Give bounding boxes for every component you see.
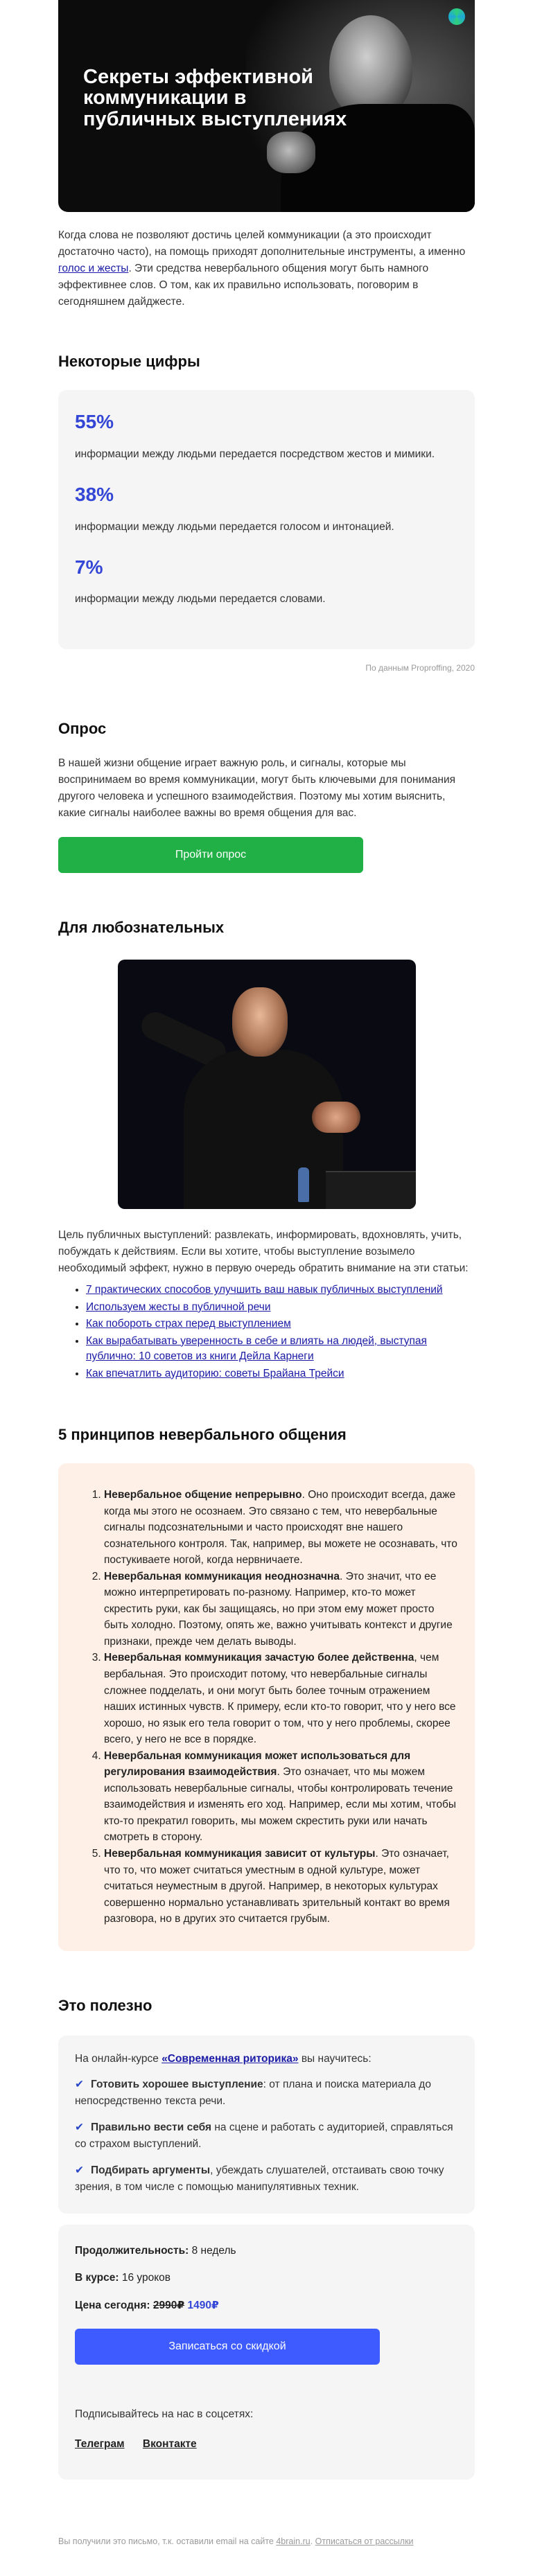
article-links-list: [58, 1282, 475, 1382]
brand-logo-icon: [448, 8, 465, 25]
hero-banner: [58, 0, 475, 212]
article-link[interactable]: 7 практических способов улучшить ваш навык публичных выступлений: [86, 1284, 443, 1296]
list-item: 2. Невербальная коммуникация неоднозначна. Это значит, что ее можно интерпретировать по-разному. Например, кто-то может скрестить руки, как бы защищаясь, но при этом ему может просто быть холодно. Поэтому, опять же, важно учитывать контекст и другие признаки, прежде чем делать выводы.: [104, 1569, 458, 1650]
list-item: 1. Невербальное общение непрерывно. Оно происходит всегда, даже когда мы этого не осознаем. Это связано с тем, что невербальные сигналы подсознательными и часто происходят вне нашего сознательного контроля. Так, например, вы можете не осознавать, что постукиваете ногой, когда нервничаете.: [104, 1487, 458, 1569]
stat-value: 7%: [75, 556, 103, 578]
take-poll-button[interactable]: Пройти опрос: [58, 837, 363, 873]
curious-text: Цель публичных выступлений: развлекать, информировать, вдохновлять, учить, побуждать к действиям. Если вы хотите, чтобы выступление возымело необходимый эффект, нужно в первую очередь обратить внимание на эти статьи:: [58, 1229, 469, 1275]
old-price: 2990₽: [152, 2299, 185, 2311]
course-lessons: В курсе: 16 уроков: [75, 2272, 171, 2284]
stats-source: По данным Proproffing, 2020: [365, 663, 475, 673]
course-price: Цена сегодня: 2990₽ 1490₽: [75, 2299, 219, 2311]
article-link[interactable]: Как вырабатывать уверенность в себе и влиять на людей, выступая публично: 10 советов из книги Дейла Карнеги: [86, 1334, 427, 1363]
list-item: [86, 1366, 475, 1382]
benefit-item: ✔ Правильно вести себя на сцене и работать с аудиторией, справляться со страхом выступлений.: [75, 2121, 453, 2151]
article-link[interactable]: Как впечатлить аудиторию: советы Брайана Трейси: [86, 1367, 344, 1379]
list-item: 5. Невербальная коммуникация зависит от культуры. Это означает, что то, что может считаться уместным в одной культуре, может считаться неуместным в другой. Например, в некоторых культурах совершенно нормально устанавливать зрительный контакт во время разговора, но в других это считается грубым.: [104, 1846, 458, 1927]
new-price: 1490₽: [187, 2299, 219, 2311]
stat-value: 38%: [75, 483, 114, 505]
principles-list: [76, 1487, 458, 1927]
curious-heading: Для любознательных: [58, 919, 225, 937]
checkmark-icon: ✔: [75, 2121, 84, 2134]
stat-description: информации между людьми передается посредством жестов и мимики.: [75, 448, 435, 460]
intro-paragraph: Когда слова не позволяют достичь целей коммуникации (а это происходит достаточно часто), на помощь приходят дополнительные инструменты, а именно голос и жесты. Эти средства невербального общения могут быть намного эффективнее слов. О том, как их правильно использовать, поговорим в сегодняшнем дайджесте.: [58, 229, 466, 308]
list-item: [86, 1334, 475, 1365]
list-item: 3. Невербальная коммуникация зачастую более действенна, чем вербальная. Это происходит потому, что невербальные сигналы сложнее подделать, и они могут быть более точным отражением наших истинных чувств. К примеру, если кто-то говорит, что у него все хорошо, но язык его тела говорит о том, что у него проблемы, скорее всего, у него не все в порядке.: [104, 1650, 458, 1747]
course-benefits-card: [58, 2036, 475, 2214]
voice-gestures-link[interactable]: голос и жесты: [58, 263, 129, 275]
site-link[interactable]: 4brain.ru: [276, 2537, 311, 2547]
vkontakte-link[interactable]: Вконтакте: [142, 2438, 197, 2451]
stat-item: [75, 483, 458, 535]
benefit-item: ✔ Готовить хорошее выступление: от плана и поиска материала до непосредственно текста речи.: [75, 2079, 431, 2108]
list-item: 4. Невербальная коммуникация может использоваться для регулирования взаимодействия. Это означает, что мы можем использовать невербальные сигналы, чтобы контролировать течение взаимодействия и изменять его ход. Например, если мы хотим, чтобы кто-то прекратил говорить, мы можем скрестить руки или начать смотреть в сторону.: [104, 1748, 458, 1846]
article-link[interactable]: Используем жесты в публичной речи: [86, 1300, 271, 1313]
enroll-discount-button[interactable]: Записаться со скидкой: [75, 2329, 380, 2365]
speaker-photo: [118, 960, 416, 1209]
checkmark-icon: ✔: [75, 2079, 84, 2091]
hero-title: Секреты эффективной коммуникации в публичных выступлениях: [83, 66, 347, 130]
checkmark-icon: ✔: [75, 2164, 84, 2177]
benefit-item: ✔ Подбирать аргументы, убеждать слушателей, отстаивать свою точку зрения, в том числе с помощью манипулятивных техник.: [75, 2164, 444, 2194]
course-link[interactable]: «Современная риторика»: [161, 2052, 299, 2065]
list-item: [86, 1316, 475, 1332]
stat-value: 55%: [75, 411, 114, 433]
poll-text: В нашей жизни общение играет важную роль, и сигналы, которые мы воспринимаем во время коммуникации, могут быть ключевыми для понимания другого человека и успешного взаимодействия. Поэтому мы хотим выяснить, какие сигналы наиболее важны во время общения для вас.: [58, 757, 456, 820]
stat-item: [75, 410, 458, 462]
stats-card: [58, 390, 475, 649]
social-lead: Подписывайтесь на нас в соцсетях:: [75, 2408, 254, 2420]
stat-description: информации между людьми передается словами.: [75, 593, 326, 606]
course-details-card: [58, 2225, 475, 2480]
stat-item: [75, 556, 458, 608]
list-item: [86, 1300, 475, 1315]
stat-description: информации между людьми передается голосом и интонацией.: [75, 520, 394, 533]
useful-heading: Это полезно: [58, 1996, 152, 2014]
list-item: [86, 1282, 475, 1298]
email-footer: Вы получили это письмо, т.к. оставили email на сайте 4brain.ru. Отписаться от рассылки: [58, 2537, 414, 2547]
poll-heading: Опрос: [58, 720, 107, 738]
article-link[interactable]: Как побороть страх перед выступлением: [86, 1318, 291, 1330]
numbers-heading: Некоторые цифры: [58, 353, 200, 371]
principles-heading: 5 принципов невербального общения: [58, 1426, 347, 1443]
course-lead: На онлайн-курсе «Современная риторика» вы научитесь:: [75, 2052, 372, 2065]
course-duration: Продолжительность: 8 недель: [75, 2245, 236, 2257]
social-links: [75, 2436, 458, 2452]
principles-card: [58, 1463, 475, 1951]
telegram-link[interactable]: Телеграм: [75, 2438, 125, 2451]
unsubscribe-link[interactable]: Отписаться от рассылки: [315, 2537, 414, 2547]
